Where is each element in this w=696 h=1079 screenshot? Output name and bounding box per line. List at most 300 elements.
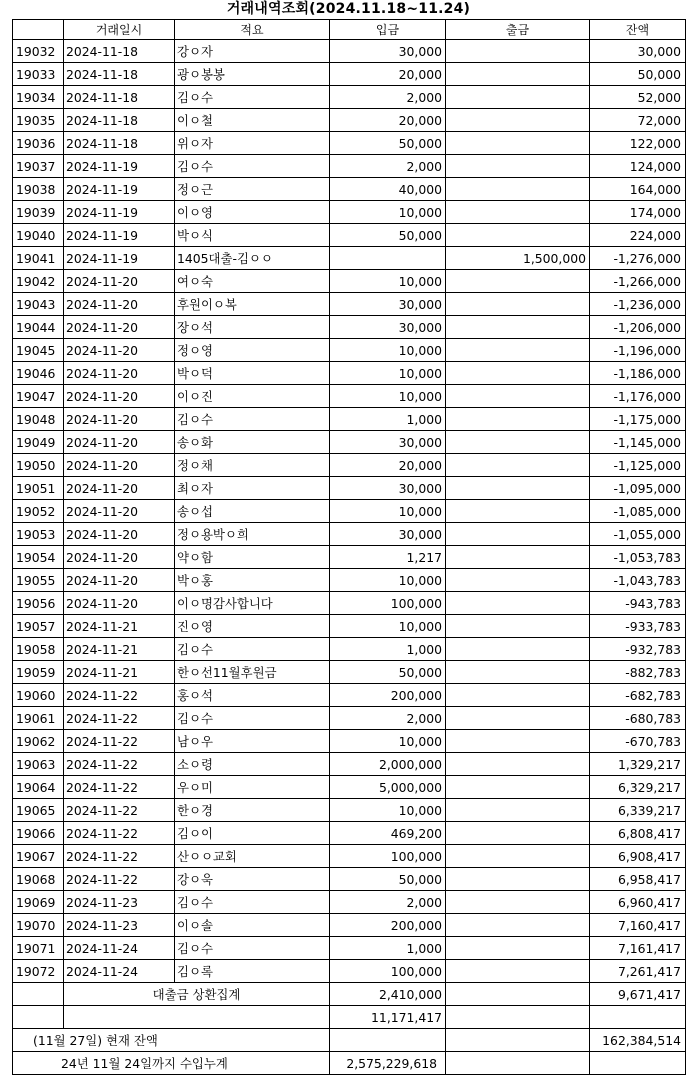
- cell-balance: -943,783: [590, 592, 686, 615]
- cell-description: 홍ㅇ석: [175, 684, 330, 707]
- cell-description: 박ㅇ식: [175, 224, 330, 247]
- repay-summary-balance: 9,671,417: [590, 983, 686, 1006]
- cell-date: 2024-11-20: [64, 500, 175, 523]
- cell-id: 19051: [13, 477, 64, 500]
- cell-date: 2024-11-24: [64, 960, 175, 983]
- cell-description: 이ㅇ영: [175, 201, 330, 224]
- header-description: 적요: [175, 20, 330, 40]
- table-row: [13, 40, 686, 63]
- cell-id: 19071: [13, 937, 64, 960]
- cell-deposit: 1,000: [330, 408, 446, 431]
- cell-date: 2024-11-20: [64, 477, 175, 500]
- cell-date: 2024-11-20: [64, 270, 175, 293]
- cell-withdrawal: [446, 707, 590, 730]
- cell-deposit: 1,000: [330, 638, 446, 661]
- cell-id: 19048: [13, 408, 64, 431]
- cell-withdrawal: [446, 362, 590, 385]
- cell-date: 2024-11-21: [64, 638, 175, 661]
- cell-id: 19059: [13, 661, 64, 684]
- transaction-table: [12, 19, 686, 1075]
- table-row: [13, 638, 686, 661]
- table-row: [13, 845, 686, 868]
- header-balance: 잔액: [590, 20, 686, 40]
- cell-id: 19034: [13, 86, 64, 109]
- cell-description: 정ㅇ채: [175, 454, 330, 477]
- cell-date: 2024-11-18: [64, 109, 175, 132]
- cell-balance: 6,960,417: [590, 891, 686, 914]
- table-row: [13, 822, 686, 845]
- cell-id: 19060: [13, 684, 64, 707]
- cell-balance: 164,000: [590, 178, 686, 201]
- cell-id: 19067: [13, 845, 64, 868]
- table-row: [13, 339, 686, 362]
- table-row: [13, 247, 686, 270]
- cell-balance: -1,266,000: [590, 270, 686, 293]
- cell-withdrawal: [446, 615, 590, 638]
- cell-withdrawal: [446, 730, 590, 753]
- deposit-total: 11,171,417: [330, 1006, 446, 1029]
- cell-balance: 50,000: [590, 63, 686, 86]
- cell-withdrawal: [446, 753, 590, 776]
- cell-deposit: 50,000: [330, 132, 446, 155]
- cell-id: 19036: [13, 132, 64, 155]
- cell-description: 한ㅇ경: [175, 799, 330, 822]
- table-row: [13, 523, 686, 546]
- table-row: [13, 960, 686, 983]
- cell-deposit: 10,000: [330, 799, 446, 822]
- cell-deposit: 10,000: [330, 385, 446, 408]
- cell-description: 약ㅇ함: [175, 546, 330, 569]
- cell-deposit: 10,000: [330, 339, 446, 362]
- cell-description: 김ㅇ수: [175, 86, 330, 109]
- cell-deposit: 30,000: [330, 40, 446, 63]
- cell-description: 광ㅇ봉봉: [175, 63, 330, 86]
- cell-date: 2024-11-22: [64, 776, 175, 799]
- header-id: [13, 20, 64, 40]
- cell-date: 2024-11-20: [64, 362, 175, 385]
- cell-id: 19046: [13, 362, 64, 385]
- cell-description: 정ㅇ용박ㅇ희: [175, 523, 330, 546]
- table-row: [13, 109, 686, 132]
- cell-deposit: 10,000: [330, 362, 446, 385]
- cell-deposit: 50,000: [330, 661, 446, 684]
- cell-id: 19062: [13, 730, 64, 753]
- cell-description: 위ㅇ자: [175, 132, 330, 155]
- repay-summary-deposit: 2,410,000: [330, 983, 446, 1006]
- cell-date: 2024-11-22: [64, 707, 175, 730]
- table-body: [13, 40, 686, 983]
- cell-id: 19037: [13, 155, 64, 178]
- cell-description: 남ㅇ우: [175, 730, 330, 753]
- cell-description: 정ㅇ근: [175, 178, 330, 201]
- cell-withdrawal: [446, 63, 590, 86]
- table-row: [13, 707, 686, 730]
- cell-deposit: 30,000: [330, 477, 446, 500]
- table-row: [13, 546, 686, 569]
- cell-date: 2024-11-24: [64, 937, 175, 960]
- cell-withdrawal: [446, 937, 590, 960]
- cell-description: 소ㅇ령: [175, 753, 330, 776]
- cell-deposit: 20,000: [330, 63, 446, 86]
- cell-id: 19040: [13, 224, 64, 247]
- cell-id: 19052: [13, 500, 64, 523]
- cell-balance: 30,000: [590, 40, 686, 63]
- cell-date: 2024-11-20: [64, 454, 175, 477]
- cell-deposit: 1,000: [330, 937, 446, 960]
- table-row: [13, 868, 686, 891]
- cell-id: 19049: [13, 431, 64, 454]
- cell-deposit: 40,000: [330, 178, 446, 201]
- current-balance-value: 162,384,514: [590, 1029, 686, 1052]
- cell-balance: 72,000: [590, 109, 686, 132]
- table-row: [13, 454, 686, 477]
- cell-withdrawal: [446, 316, 590, 339]
- cell-description: 1405대출-김ㅇㅇ: [175, 247, 330, 270]
- table-row: [13, 661, 686, 684]
- cell-withdrawal: [446, 270, 590, 293]
- cell-description: 최ㅇ자: [175, 477, 330, 500]
- cell-date: 2024-11-18: [64, 63, 175, 86]
- cell-id: 19044: [13, 316, 64, 339]
- cell-balance: -1,276,000: [590, 247, 686, 270]
- table-row: [13, 155, 686, 178]
- cell-description: 정ㅇ영: [175, 339, 330, 362]
- cell-deposit: 30,000: [330, 293, 446, 316]
- cell-withdrawal: [446, 385, 590, 408]
- cell-balance: -1,095,000: [590, 477, 686, 500]
- cell-balance: 6,908,417: [590, 845, 686, 868]
- cell-date: 2024-11-21: [64, 661, 175, 684]
- cell-deposit: 20,000: [330, 109, 446, 132]
- cell-id: 19039: [13, 201, 64, 224]
- cell-balance: 7,261,417: [590, 960, 686, 983]
- header-date: 거래일시: [64, 20, 175, 40]
- table-row: [13, 270, 686, 293]
- header-withdrawal: 출금: [446, 20, 590, 40]
- table-row: [13, 615, 686, 638]
- cell-date: 2024-11-19: [64, 201, 175, 224]
- cell-description: 진ㅇ영: [175, 615, 330, 638]
- cell-deposit: 10,000: [330, 569, 446, 592]
- cell-deposit: 50,000: [330, 868, 446, 891]
- cell-id: 19072: [13, 960, 64, 983]
- cell-withdrawal: [446, 592, 590, 615]
- cell-withdrawal: [446, 224, 590, 247]
- cell-description: 후원이ㅇ복: [175, 293, 330, 316]
- cell-deposit: 30,000: [330, 523, 446, 546]
- cell-withdrawal: [446, 799, 590, 822]
- cell-withdrawal: [446, 40, 590, 63]
- cell-date: 2024-11-22: [64, 684, 175, 707]
- cell-withdrawal: [446, 454, 590, 477]
- cell-id: 19035: [13, 109, 64, 132]
- cell-date: 2024-11-21: [64, 615, 175, 638]
- cell-withdrawal: [446, 500, 590, 523]
- cell-balance: -1,236,000: [590, 293, 686, 316]
- cell-id: 19056: [13, 592, 64, 615]
- cell-deposit: 30,000: [330, 431, 446, 454]
- cell-withdrawal: [446, 293, 590, 316]
- cumulative-income-label: 24년 11월 24일까지 수입누계: [13, 1052, 330, 1075]
- table-row: [13, 477, 686, 500]
- cell-id: 19042: [13, 270, 64, 293]
- cell-balance: -1,053,783: [590, 546, 686, 569]
- cell-withdrawal: [446, 431, 590, 454]
- cell-description: 김ㅇ수: [175, 155, 330, 178]
- cell-id: 19070: [13, 914, 64, 937]
- cell-withdrawal: [446, 339, 590, 362]
- cumulative-income-value: 2,575,229,618: [330, 1052, 446, 1075]
- cell-withdrawal: [446, 109, 590, 132]
- cell-balance: 6,958,417: [590, 868, 686, 891]
- cell-date: 2024-11-18: [64, 40, 175, 63]
- cell-date: 2024-11-22: [64, 799, 175, 822]
- cell-id: 19055: [13, 569, 64, 592]
- cell-date: 2024-11-19: [64, 247, 175, 270]
- cell-deposit: 50,000: [330, 224, 446, 247]
- cell-date: 2024-11-23: [64, 914, 175, 937]
- table-row: [13, 362, 686, 385]
- cell-deposit: 2,000: [330, 155, 446, 178]
- cell-id: 19032: [13, 40, 64, 63]
- cell-description: 여ㅇ숙: [175, 270, 330, 293]
- cumulative-income-row: [13, 1052, 686, 1075]
- cell-balance: -1,186,000: [590, 362, 686, 385]
- cell-balance: 224,000: [590, 224, 686, 247]
- cell-balance: -1,125,000: [590, 454, 686, 477]
- cell-deposit: 100,000: [330, 960, 446, 983]
- cell-id: 19053: [13, 523, 64, 546]
- cell-description: 우ㅇ미: [175, 776, 330, 799]
- cell-date: 2024-11-20: [64, 293, 175, 316]
- table-row: [13, 799, 686, 822]
- table-row: [13, 592, 686, 615]
- cell-withdrawal: [446, 178, 590, 201]
- summary-body: [13, 983, 686, 1075]
- deposit-total-row: [13, 1006, 686, 1029]
- cell-id: 19068: [13, 868, 64, 891]
- cell-balance: 7,161,417: [590, 937, 686, 960]
- cell-withdrawal: [446, 638, 590, 661]
- table-row: [13, 224, 686, 247]
- cell-deposit: 10,000: [330, 500, 446, 523]
- cell-balance: 174,000: [590, 201, 686, 224]
- cell-description: 이ㅇ명감사합니다: [175, 592, 330, 615]
- cell-id: 19063: [13, 753, 64, 776]
- cell-withdrawal: [446, 960, 590, 983]
- cell-withdrawal: [446, 86, 590, 109]
- cell-description: 송ㅇ섭: [175, 500, 330, 523]
- table-row: [13, 408, 686, 431]
- cell-description: 김ㅇ수: [175, 891, 330, 914]
- cell-withdrawal: [446, 523, 590, 546]
- cell-description: 김ㅇ수: [175, 937, 330, 960]
- cell-id: 19033: [13, 63, 64, 86]
- table-row: [13, 385, 686, 408]
- cell-balance: 6,339,217: [590, 799, 686, 822]
- cell-balance: 122,000: [590, 132, 686, 155]
- page-title: 거래내역조회(2024.11.18~11.24): [226, 1, 471, 17]
- cell-date: 2024-11-22: [64, 822, 175, 845]
- cell-balance: -1,206,000: [590, 316, 686, 339]
- table-row: [13, 431, 686, 454]
- cell-description: 강ㅇ욱: [175, 868, 330, 891]
- cell-deposit: 10,000: [330, 201, 446, 224]
- cell-deposit: 20,000: [330, 454, 446, 477]
- table-row: [13, 178, 686, 201]
- cell-id: 19054: [13, 546, 64, 569]
- cell-description: 송ㅇ화: [175, 431, 330, 454]
- cell-description: 김ㅇ수: [175, 707, 330, 730]
- cell-id: 19064: [13, 776, 64, 799]
- cell-balance: -1,196,000: [590, 339, 686, 362]
- cell-id: 19041: [13, 247, 64, 270]
- cell-balance: -1,043,783: [590, 569, 686, 592]
- cell-deposit: 10,000: [330, 270, 446, 293]
- cell-date: 2024-11-22: [64, 753, 175, 776]
- cell-date: 2024-11-19: [64, 155, 175, 178]
- table-row: [13, 937, 686, 960]
- cell-deposit: 100,000: [330, 845, 446, 868]
- cell-deposit: 2,000: [330, 86, 446, 109]
- cell-balance: 7,160,417: [590, 914, 686, 937]
- transaction-sheet: [12, 0, 685, 1075]
- cell-description: 김ㅇ수: [175, 638, 330, 661]
- repay-summary-label: 대출금 상환집계: [64, 983, 330, 1006]
- cell-withdrawal: [446, 776, 590, 799]
- cell-deposit: 2,000,000: [330, 753, 446, 776]
- cell-balance: 6,329,217: [590, 776, 686, 799]
- cell-description: 김ㅇ록: [175, 960, 330, 983]
- cell-balance: 52,000: [590, 86, 686, 109]
- table-row: [13, 684, 686, 707]
- cell-deposit: 2,000: [330, 707, 446, 730]
- table-row: [13, 63, 686, 86]
- cell-withdrawal: [446, 845, 590, 868]
- cell-balance: 124,000: [590, 155, 686, 178]
- cell-id: 19061: [13, 707, 64, 730]
- cell-date: 2024-11-18: [64, 132, 175, 155]
- cell-description: 박ㅇ홍: [175, 569, 330, 592]
- cell-withdrawal: [446, 132, 590, 155]
- current-balance-row: [13, 1029, 686, 1052]
- cell-id: 19050: [13, 454, 64, 477]
- cell-description: 이ㅇ진: [175, 385, 330, 408]
- cell-withdrawal: [446, 914, 590, 937]
- cell-balance: -1,175,000: [590, 408, 686, 431]
- table-row: [13, 730, 686, 753]
- table-row: [13, 500, 686, 523]
- cell-date: 2024-11-22: [64, 845, 175, 868]
- header-deposit: 입금: [330, 20, 446, 40]
- cell-balance: 1,329,217: [590, 753, 686, 776]
- cell-date: 2024-11-20: [64, 569, 175, 592]
- cell-date: 2024-11-20: [64, 385, 175, 408]
- table-row: [13, 316, 686, 339]
- current-balance-label: (11월 27일) 현재 잔액: [13, 1029, 330, 1052]
- table-row: [13, 891, 686, 914]
- cell-deposit: [330, 247, 446, 270]
- cell-deposit: 100,000: [330, 592, 446, 615]
- cell-date: 2024-11-22: [64, 868, 175, 891]
- table-row: [13, 293, 686, 316]
- cell-withdrawal: [446, 408, 590, 431]
- cell-id: 19045: [13, 339, 64, 362]
- cell-deposit: 30,000: [330, 316, 446, 339]
- cell-balance: -682,783: [590, 684, 686, 707]
- cell-withdrawal: [446, 822, 590, 845]
- cell-balance: -1,055,000: [590, 523, 686, 546]
- cell-balance: -680,783: [590, 707, 686, 730]
- cell-description: 장ㅇ석: [175, 316, 330, 339]
- cell-description: 한ㅇ선11월후원금: [175, 661, 330, 684]
- cell-description: 강ㅇ자: [175, 40, 330, 63]
- cell-date: 2024-11-20: [64, 339, 175, 362]
- table-row: [13, 132, 686, 155]
- cell-withdrawal: [446, 546, 590, 569]
- cell-date: 2024-11-23: [64, 891, 175, 914]
- cell-id: 19065: [13, 799, 64, 822]
- repay-summary-row: [13, 983, 686, 1006]
- cell-description: 김ㅇ이: [175, 822, 330, 845]
- cell-date: 2024-11-19: [64, 224, 175, 247]
- cell-balance: -932,783: [590, 638, 686, 661]
- cell-date: 2024-11-20: [64, 408, 175, 431]
- cell-balance: -882,783: [590, 661, 686, 684]
- cell-deposit: 2,000: [330, 891, 446, 914]
- cell-date: 2024-11-20: [64, 546, 175, 569]
- cell-withdrawal: [446, 201, 590, 224]
- cell-deposit: 200,000: [330, 684, 446, 707]
- table-row: [13, 776, 686, 799]
- table-row: [13, 86, 686, 109]
- cell-balance: -670,783: [590, 730, 686, 753]
- cell-id: 19038: [13, 178, 64, 201]
- cell-id: 19066: [13, 822, 64, 845]
- cell-withdrawal: [446, 569, 590, 592]
- cell-withdrawal: [446, 891, 590, 914]
- header-row: [13, 20, 686, 40]
- cell-balance: -933,783: [590, 615, 686, 638]
- cell-date: 2024-11-20: [64, 592, 175, 615]
- cell-balance: 6,808,417: [590, 822, 686, 845]
- cell-description: 산ㅇㅇ교회: [175, 845, 330, 868]
- cell-deposit: 1,217: [330, 546, 446, 569]
- cell-deposit: 10,000: [330, 615, 446, 638]
- cell-deposit: 200,000: [330, 914, 446, 937]
- cell-date: 2024-11-22: [64, 730, 175, 753]
- cell-withdrawal: [446, 477, 590, 500]
- table-row: [13, 569, 686, 592]
- cell-id: 19047: [13, 385, 64, 408]
- table-row: [13, 914, 686, 937]
- cell-date: 2024-11-20: [64, 523, 175, 546]
- cell-date: 2024-11-18: [64, 86, 175, 109]
- cell-withdrawal: [446, 661, 590, 684]
- cell-withdrawal: 1,500,000: [446, 247, 590, 270]
- cell-balance: -1,176,000: [590, 385, 686, 408]
- cell-id: 19058: [13, 638, 64, 661]
- cell-deposit: 469,200: [330, 822, 446, 845]
- cell-balance: -1,085,000: [590, 500, 686, 523]
- cell-withdrawal: [446, 155, 590, 178]
- cell-balance: -1,145,000: [590, 431, 686, 454]
- cell-id: 19069: [13, 891, 64, 914]
- cell-description: 이ㅇ철: [175, 109, 330, 132]
- cell-date: 2024-11-20: [64, 431, 175, 454]
- cell-withdrawal: [446, 684, 590, 707]
- table-row: [13, 753, 686, 776]
